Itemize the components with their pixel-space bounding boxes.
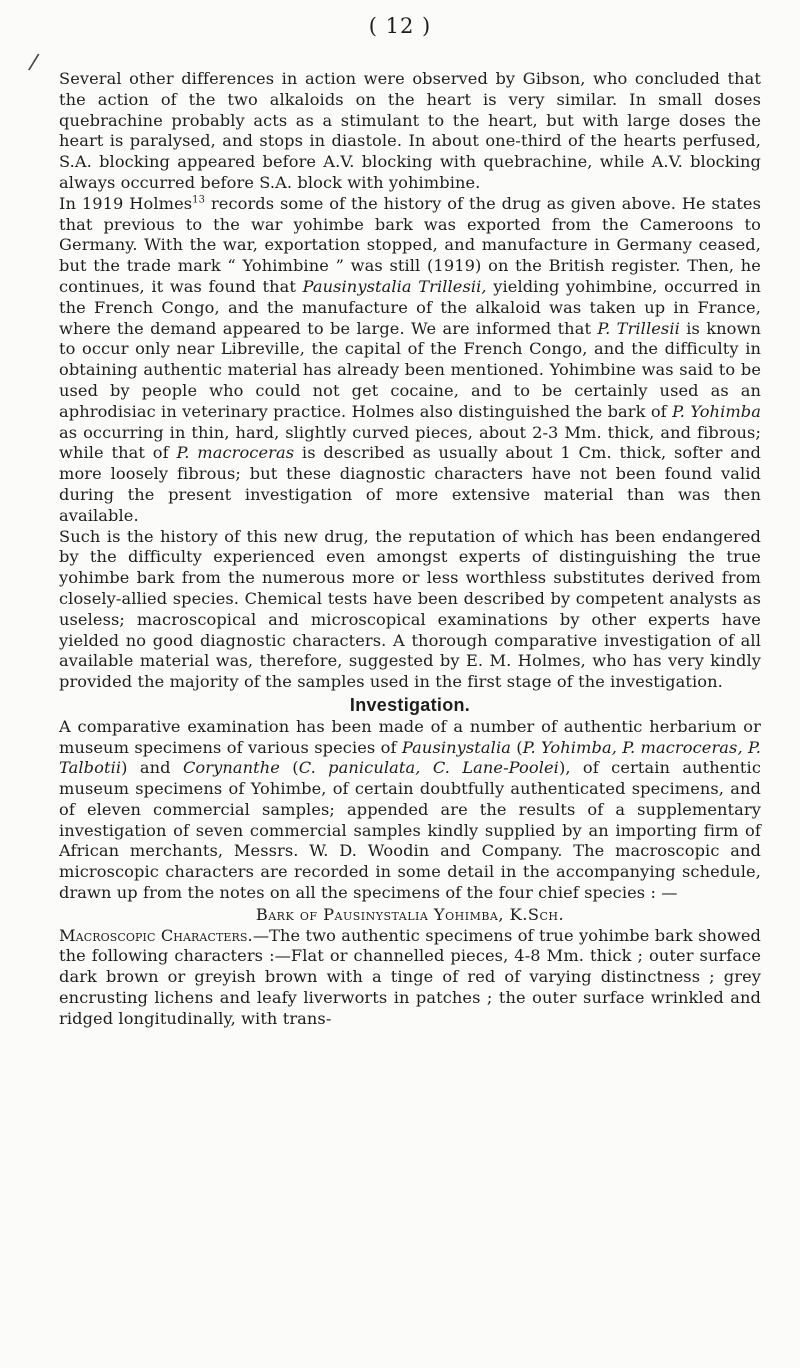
- genus-name: Corynanthe: [182, 758, 280, 778]
- species-name: Pausinystalia Trillesii,: [302, 276, 487, 296]
- subheading-bark: Bark of Pausinystalia Yohimba, K.Sch.: [255, 904, 565, 924]
- macroscopic-label: Macroscopic Characters.: [59, 925, 253, 945]
- genus-name: Pausinystalia: [401, 737, 511, 757]
- species-name: P. Trillesii: [597, 318, 680, 338]
- reference-13: 13: [192, 194, 206, 206]
- paragraph-holmes-history: In 1919 Holmes$^{13}$ records some of the history of the drug as given above. He states that previous to the war yohimbe bark was exported from the Cameroons to Germany. With the war, exportation stopped, and manufacture in Germany ceased, but the trade mark “ Yohimbine ” was still (1919) on the British register. Then, he continues, it was found that Pausinystalia Trillesii, yielding yohimbine, occurred in the French Congo, and the manufacture of the alkaloid was taken up in France, where the demand appeared to be large. We are informed that P. Trillesii is known to occur only near Libreville, the capital of the French Congo, and the difficulty in obtaining authentic material has already been mentioned. Yohimbine was said to be used by people who could not get cocaine, and to be certainly used as an aphrodisiac in veterinary practice. Holmes also distinguished the bark of P. Yohimba as occurring in thin, hard, slightly curved pieces, about 2-3 Mm. thick, and fibrous; while that of P. macroceras is described as usually about 1 Cm. thick, softer and more loosely fibrous; but these diagnostic characters have not been found valid during the present investigation of more extensive material than was then available.: [59, 193, 762, 525]
- page-body: [59, 69, 761, 1030]
- species-name: P. macroceras: [176, 443, 295, 463]
- species-list: P. Yohimba, P. macroceras, P. Talbotii: [59, 737, 761, 778]
- margin-pencil-mark: /: [27, 49, 41, 76]
- page-number: ( 12 ): [368, 14, 432, 38]
- paragraph-comparative-examination: A comparative examination has been made of a number of authentic herbarium or museum specimens of various species of Pausinystalia (P. Yohimba, P. macroceras, P. Talbotii) and Corynanthe (C. paniculata, C. Lane-Poolei), of certain authentic museum specimens of Yohimbe, of certain doubtfully authenticated specimens, and of eleven commercial samples; appended are the results of a supplementary investigation of seven commercial samples kindly supplied by an importing firm of African merchants, Messrs. W. D. Woodin and Company. The macroscopic and microscopic characters are recorded in some detail in the accompanying schedule, drawn up from the notes on all the specimens of the four chief species : —: [59, 716, 761, 903]
- paragraph-reputation: Such is the history of this new drug, the reputation of which has been endangered by the difficulty experienced even amongst experts of distinguishing the true yohimbe bark from the numerous more or less worthless substitutes derived from closely-allied species. Chemical tests have been described by competent analysts as useless; macroscopical and microscopical examinations by other experts have yielded no good diagnostic characters. A thorough comparative investigation of all available material was, therefore, suggested by E. M. Holmes, who has very kindly provided the majority of the samples used in the first stage of the investigation.: [59, 526, 761, 692]
- species-name: P. Yohimba: [672, 401, 762, 421]
- paragraph-macroscopic: Macroscopic Characters.—The two authentic specimens of true yohimbe bark showed the following characters :—Flat or channelled pieces, 4-8 Mm. thick ; outer surface dark brown or greyish brown with a tinge of red of varying distinctness ; grey encrusting lichens and leafy liverworts in patches ; the outer surface wrinkled and ridged longitudinally, with trans-: [59, 925, 761, 1028]
- paragraph-gibson: Several other differences in action were observed by Gibson, who concluded that the action of the two alkaloids on the heart is very similar. In small doses quebrachine probably acts as a stimulant to the heart, but with large doses the heart is paralysed, and stops in diastole. In about one-third of the hearts perfused, S.A. blocking appeared before A.V. blocking with quebrachine, while A.V. blocking always occurred before S.A. block with yohimbine.: [59, 69, 761, 192]
- section-heading-investigation: Investigation.: [349, 694, 471, 715]
- species-list: C. paniculata, C. Lane-Poolei: [298, 758, 559, 778]
